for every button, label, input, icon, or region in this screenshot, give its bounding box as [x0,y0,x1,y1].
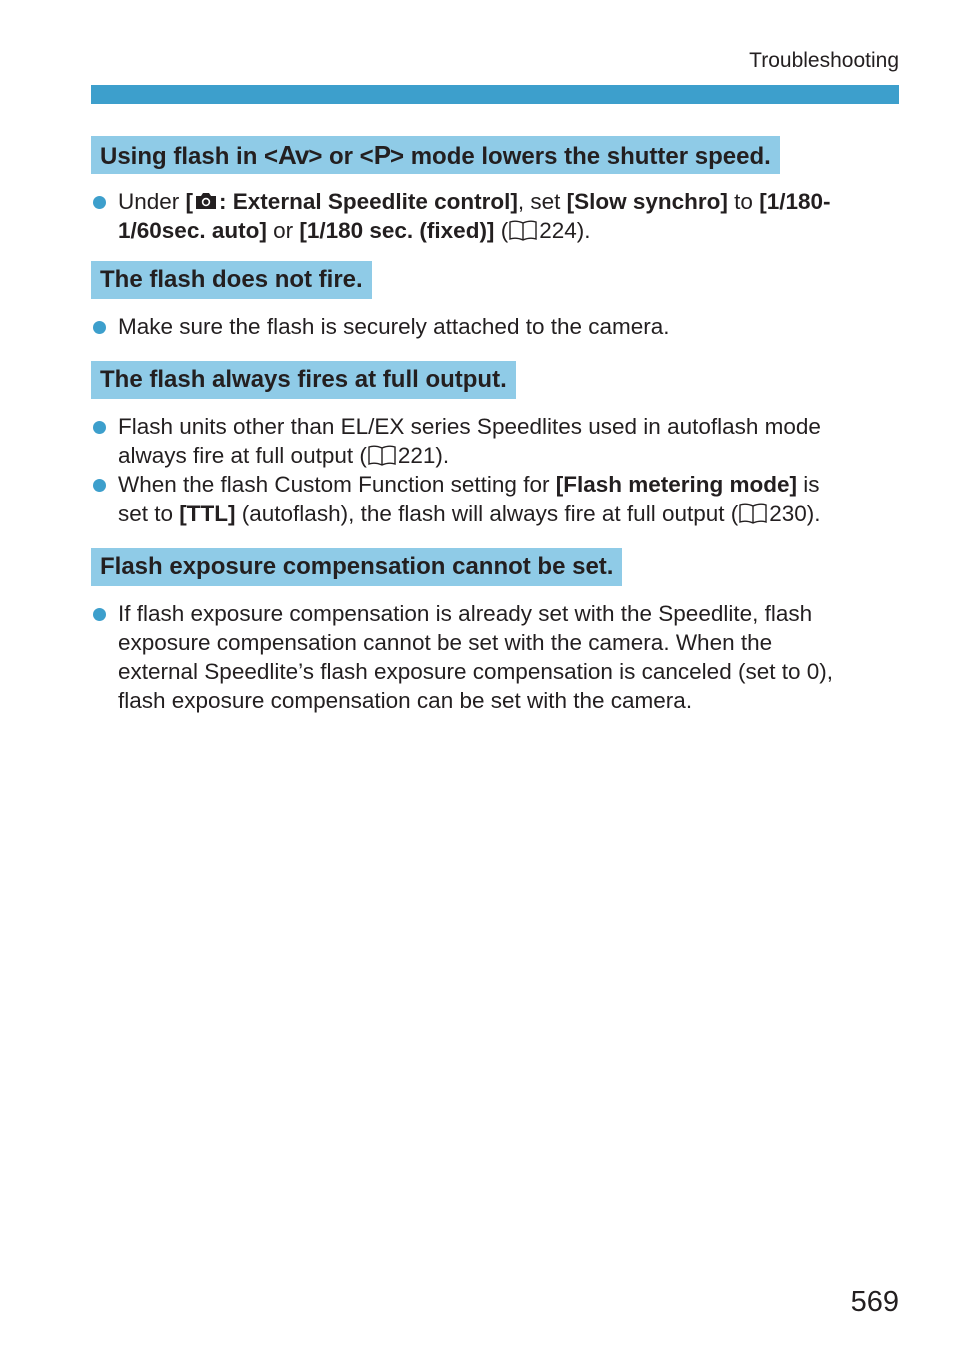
body-text-bold: [ [185,189,194,214]
body-text-bold: [Slow synchro] [566,189,728,214]
page-number: 569 [850,1286,899,1318]
section-fec-not-set [91,548,899,715]
body-text: or [266,218,300,243]
bullet-icon [93,196,106,209]
body-text-bold: : External Speedlite control] [219,189,518,214]
bullet-list [91,412,899,528]
section-flash-not-fire [91,261,899,341]
book-icon [508,219,538,241]
bullet-icon [93,421,106,434]
bullet-list [91,187,899,245]
list-item [91,412,899,470]
camera-icon [194,189,218,209]
body-text: to [727,189,760,214]
body-text: exposure compensation cannot be set with the camera. When the [118,630,773,655]
av-mode-icon: Av [278,140,309,170]
body-text: (autoflash), the flash will always fire at full output ( [235,501,739,526]
heading-text: > or < [308,143,374,170]
running-head: Troubleshooting [749,49,899,72]
body-text: , set [517,189,567,214]
list-item [91,599,899,715]
section-heading: Flash exposure compensation cannot be set. [91,548,622,586]
bullet-icon [93,321,106,334]
body-text: always fire at full output ( [118,443,367,468]
body-text: When the flash Custom Function setting for [118,472,556,497]
body-text: Make sure the flash is securely attached to the camera. [118,314,670,339]
body-text: Flash units other than EL/EX series Speedlites used in autoflash mode [118,414,821,439]
list-item [91,470,899,528]
list-item [91,312,899,341]
section-color-bar [91,85,899,104]
body-text: is [797,472,820,497]
page-reference: 230). [769,501,821,526]
page-reference: 224). [539,218,591,243]
bullet-icon [93,608,106,621]
body-text-bold: [1/180 sec. (fixed)] [299,218,495,243]
body-text-bold: [1/180- [759,189,831,214]
page-content [91,136,899,715]
bullet-list [91,312,899,341]
section-heading: The flash does not fire. [91,261,372,299]
body-text: flash exposure compensation can be set with the camera. [118,688,693,713]
body-text-bold: 1/60sec. auto] [118,218,267,243]
p-mode-icon: P [373,140,391,170]
section-full-output [91,361,899,528]
book-icon [738,502,768,524]
body-text: set to [118,501,180,526]
body-text-bold: [TTL] [179,501,236,526]
heading-text: > mode lowers the shutter speed. [390,143,771,170]
bullet-list [91,599,899,715]
book-icon [367,444,397,466]
body-text: ( [494,218,509,243]
list-item [91,187,899,245]
section-slow-shutter [91,136,899,245]
body-text: external Speedlite’s flash exposure compensation is canceled (set to 0), [118,659,833,684]
section-heading [91,136,780,174]
page-reference: 221). [397,443,450,468]
section-heading: The flash always fires at full output. [91,361,516,399]
body-text-bold: [Flash metering mode] [555,472,798,497]
body-text: If flash exposure compensation is already set with the Speedlite, flash [118,601,813,626]
body-text: Under [118,189,186,214]
bullet-icon [93,479,106,492]
heading-text: Using flash in < [100,143,279,170]
